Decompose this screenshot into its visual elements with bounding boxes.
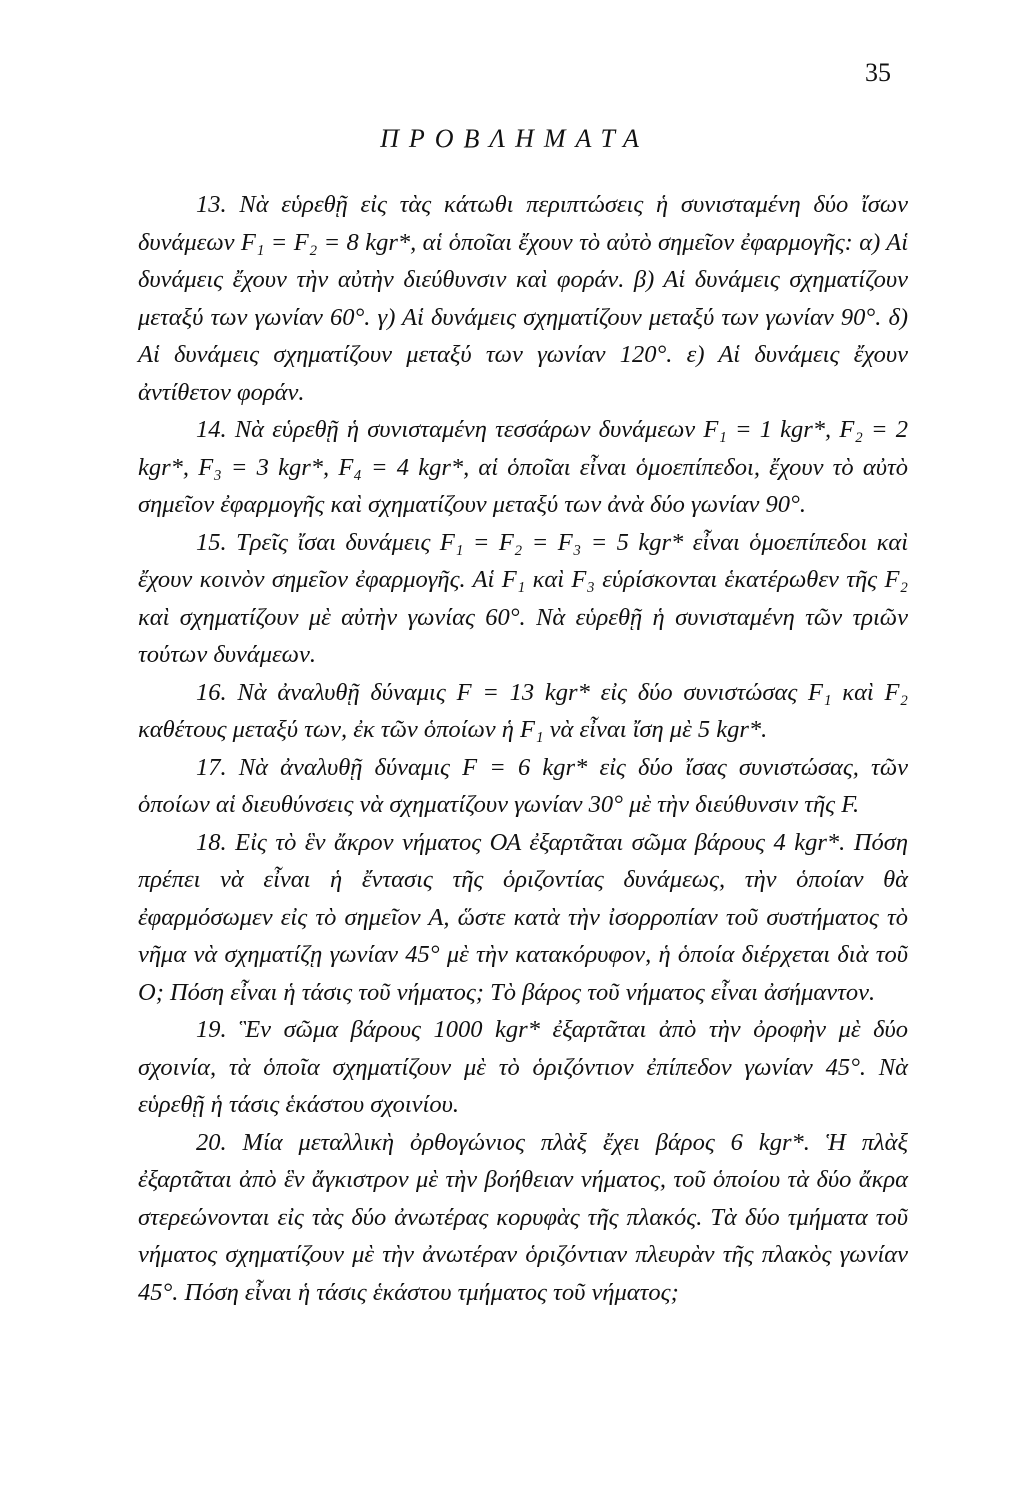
problem-15 bbox=[138, 524, 908, 674]
problem-17 bbox=[138, 749, 908, 824]
problem-19 bbox=[138, 1011, 908, 1124]
problem-number: 17. bbox=[196, 753, 227, 781]
problem-number: 18. bbox=[196, 828, 227, 856]
problem-text: Τρεῖς ἴσαι δυνάμεις F₁ = F₂ = F₃ = 5 kgr* εἶναι ὁμοεπίπεδοι καὶ ἔχουν κοινὸν σημεῖον ἐφαρμογῆς. Αἱ F₁ καὶ F₃ εὑρίσκονται ἑκατέρωθεν τῆς F₂ καὶ σχηματίζουν μὲ αὐτὴν γωνίας 60°. Νὰ εὑρεθῇ ἡ συνισταμένη τῶν τριῶν τούτων δυνάμεων. bbox=[138, 528, 909, 668]
problem-text: Ἓν σῶμα βάρους 1000 kgr* ἐξαρτᾶται ἀπὸ τὴν ὀροφὴν μὲ δύο σχοινία, τὰ ὁποῖα σχηματίζουν μὲ τὸ ὁριζόντιον ἐπίπεδον γωνίαν 45°. Νὰ εὑρεθῇ ἡ τάσις ἑκάστου σχοινίου. bbox=[138, 1016, 908, 1118]
problem-16 bbox=[138, 674, 908, 749]
problem-20 bbox=[138, 1124, 908, 1312]
problems-list bbox=[138, 186, 908, 1311]
problem-text: Μία μεταλλικὴ ὀρθογώνιος πλὰξ ἔχει βάρος 6 kgr*. Ἡ πλὰξ ἐξαρτᾶται ἀπὸ ἓν ἄγκιστρον μὲ τὴν βοήθειαν νήματος, τοῦ ὁποίου τὰ δύο ἄκρα στερεώνονται εἰς τὰς δύο ἀνωτέρας κορυφὰς τῆς πλακός. Τὰ δύο τμήματα τοῦ νήματος σχηματίζουν μὲ τὴν ἀνωτέραν ὁριζόντιαν πλευρὰν τῆς πλακὸς γωνίαν 45°. Πόση εἶναι ἡ τάσις ἑκάστου τμήματος τοῦ νήματος; bbox=[138, 1128, 909, 1306]
problem-text: Νὰ εὑρεθῇ εἰς τὰς κάτωθι περιπτώσεις ἡ συνισταμένη δύο ἴσων δυνάμεων F₁ = F₂ = 8 kgr*, αἱ ὁποῖαι ἔχουν τὸ αὐτὸ σημεῖον ἐφαρμογῆς: α) Αἱ δυνάμεις ἔχουν τὴν αὐτὴν διεύθυνσιν καὶ φοράν. β) Αἱ δυνάμεις σχηματίζουν μεταξύ των γωνίαν 60°. γ) Αἱ δυνάμεις σχηματίζουν μεταξύ των γωνίαν 90°. δ) Αἱ δυνάμεις σχηματίζουν μεταξύ των γωνίαν 120°. ε) Αἱ δυνάμεις ἔχουν ἀντίθετον φοράν. bbox=[138, 191, 909, 406]
problem-number: 19. bbox=[196, 1016, 227, 1043]
problem-number: 13. bbox=[196, 191, 227, 218]
problem-14 bbox=[138, 411, 908, 524]
problem-text: Νὰ εὑρεθῇ ἡ συνισταμένη τεσσάρων δυνάμεων F₁ = 1 kgr*, F₂ = 2 kgr*, F₃ = 3 kgr*, F₄ = 4 kgr*, αἱ ὁποῖαι εἶναι ὁμοεπίπεδοι, ἔχουν τὸ αὐτὸ σημεῖον ἐφαρμογῆς καὶ σχηματίζουν μεταξύ των ἀνὰ δύο γωνίαν 90°. bbox=[138, 416, 909, 518]
problem-13 bbox=[138, 186, 908, 411]
problem-number: 15. bbox=[196, 528, 227, 556]
problem-text: Νὰ ἀναλυθῇ δύναμις F = 6 kgr* εἰς δύο ἴσας συνιστώσας, τῶν ὁποίων αἱ διευθύνσεις νὰ σχηματίζουν γωνίαν 30° μὲ τὴν διεύθυνσιν τῆς F. bbox=[138, 753, 908, 818]
problem-number: 16. bbox=[196, 678, 227, 706]
problem-text: Εἰς τὸ ἓν ἄκρον νήματος ΟΑ ἐξαρτᾶται σῶμα βάρους 4 kgr*. Πόση πρέπει νὰ εἶναι ἡ ἔντασις τῆς ὁριζοντίας δυνάμεως, τὴν ὁποίαν θὰ ἐφαρμόσωμεν εἰς τὸ σημεῖον Α, ὥστε κατὰ τὴν ἰσορροπίαν τοῦ συστήματος τὸ νῆμα νὰ σχηματίζῃ γωνίαν 45° μὲ τὴν κατακόρυφον, ἡ ὁποία διέρχεται διὰ τοῦ Ο; Πόση εἶναι ἡ τάσις τοῦ νήματος; Τὸ βάρος τοῦ νήματος εἶναι ἀσήμαντον. bbox=[138, 828, 908, 1006]
problem-18 bbox=[138, 824, 908, 1012]
problem-text: Νὰ ἀναλυθῇ δύναμις F = 13 kgr* εἰς δύο συνιστώσας F₁ καὶ F₂ καθέτους μεταξύ των, ἐκ τῶν ὁποίων ἡ F₁ νὰ εἶναι ἴση μὲ 5 kgr*. bbox=[138, 678, 908, 743]
page-number: 35 bbox=[865, 58, 891, 87]
problem-number: 14. bbox=[196, 416, 227, 443]
problem-number: 20. bbox=[196, 1128, 227, 1156]
page-heading: ΠΡΟΒΛΗΜΑΤΑ bbox=[380, 124, 649, 153]
